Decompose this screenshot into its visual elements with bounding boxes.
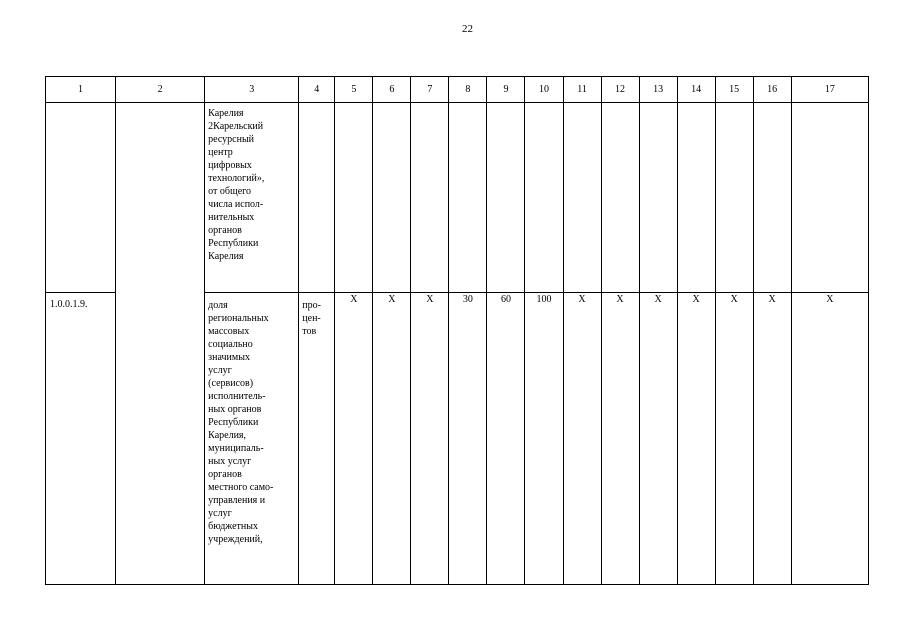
column-number-row [46,77,869,103]
text-line: Карелия [208,251,244,262]
text-line: тов [302,326,317,337]
col-header-11: 11 [563,77,601,103]
table-cell [449,103,487,293]
text-line: Республики [208,238,259,249]
indicator-name-cell [205,103,299,293]
col-header-15: 15 [715,77,753,103]
table-cell [715,103,753,293]
col-header-17: 17 [791,77,868,103]
indicator-table [45,76,869,585]
table-cell [487,103,525,293]
text-line: Карелия, [208,430,247,441]
text-line: муниципаль- [208,443,264,454]
text-line: про- [302,300,321,311]
text-line: органов [208,469,242,480]
table-cell [639,103,677,293]
col-header-5: 5 [335,77,373,103]
table-cell [563,103,601,293]
value-cell-col10: 100 [525,293,563,585]
table-cell [525,103,563,293]
text-line: значимых [208,352,250,363]
value-cell-col15: X [715,293,753,585]
text-line: цифровых [208,160,252,171]
col-header-10: 10 [525,77,563,103]
value-cell-col11: X [563,293,601,585]
page-number: 22 [462,23,473,35]
code-cell [46,293,116,585]
value-cell-col12: X [601,293,639,585]
indicator-code: 1.0.0.1.9. [50,299,88,310]
text-line: от общего [208,186,251,197]
value-cell-col13: X [639,293,677,585]
value-cell-col16: X [753,293,791,585]
table-cell [411,103,449,293]
col-header-4: 4 [299,77,335,103]
table-cell [601,103,639,293]
col-header-8: 8 [449,77,487,103]
text-line: 2Карельский [208,121,264,132]
col-header-16: 16 [753,77,791,103]
value-cell-col14: X [677,293,715,585]
text-line: доля [208,300,228,311]
table-cell [335,103,373,293]
text-line: услуг [208,365,232,376]
indicator-name-continuation [205,103,298,265]
unit-cell [299,293,335,585]
text-line: числа испол- [208,199,264,210]
value-cell-col6: X [373,293,411,585]
col-header-3: 3 [205,77,299,103]
text-line: технологий», [208,173,265,184]
text-line: ных органов [208,404,262,415]
text-line: Республики [208,417,259,428]
text-line: (сервисов) [208,378,254,389]
text-line: исполнитель- [208,391,266,402]
value-cell-col17: X [791,293,868,585]
text-line: Карелия [208,108,244,119]
col-header-12: 12 [601,77,639,103]
col2-cell-merged [116,103,205,585]
text-line: управления и [208,495,266,506]
text-line: органов [208,225,242,236]
text-line: массовых [208,326,250,337]
table-cell [373,103,411,293]
col-header-13: 13 [639,77,677,103]
text-line: услуг [208,508,232,519]
text-line: местного само- [208,482,274,493]
unit-of-measure [299,293,334,340]
table-cell [753,103,791,293]
col-header-6: 6 [373,77,411,103]
table-cell [677,103,715,293]
table-cell [791,103,868,293]
text-line: учреждений, [208,534,263,545]
value-cell-col9: 60 [487,293,525,585]
table-row [46,103,869,293]
indicator-name [205,293,298,548]
code-cell-empty [46,103,116,293]
text-line: бюджетных [208,521,258,532]
text-line: центр [208,147,233,158]
col-header-1: 1 [46,77,116,103]
table-cell [299,103,335,293]
col-header-2: 2 [116,77,205,103]
col-header-9: 9 [487,77,525,103]
text-line: региональных [208,313,269,324]
value-cell-col7: X [411,293,449,585]
text-line: цен- [302,313,321,324]
indicator-name-cell [205,293,299,585]
text-line: социально [208,339,253,350]
text-line: ресурсный [208,134,255,145]
col-header-7: 7 [411,77,449,103]
col-header-14: 14 [677,77,715,103]
text-line: нительных [208,212,255,223]
text-line: ных услуг [208,456,252,467]
value-cell-col8: 30 [449,293,487,585]
value-cell-col5: X [335,293,373,585]
